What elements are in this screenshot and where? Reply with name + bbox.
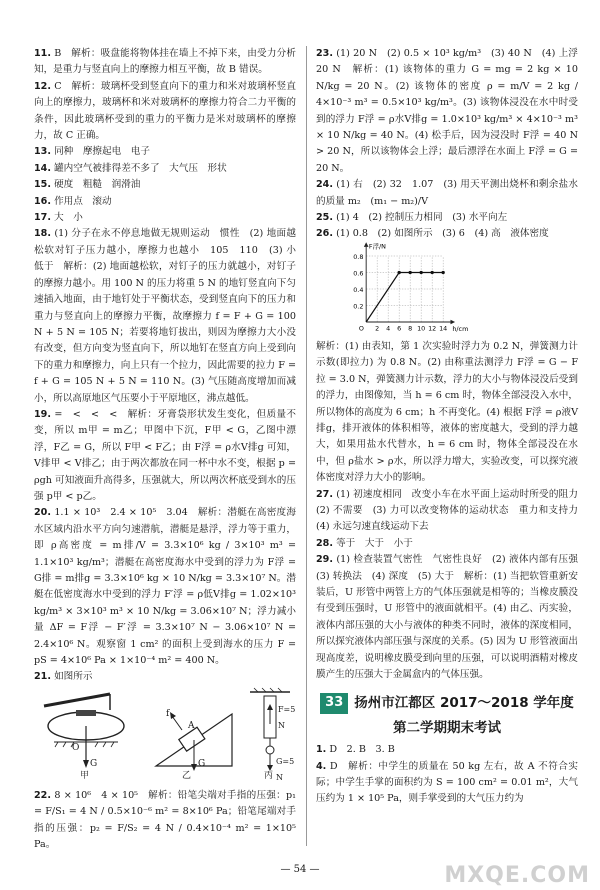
right-column — [316, 46, 588, 808]
answer-26-analysis: 解析：(1) 由表知，第 1 次实验时浮力为 0.2 N，弹簧测力计示数(即拉力) 为 0.8 N。(2) 由称重法测浮力 F浮 = G − F拉 = 3.0 N，弹簧测力计示数，浮力的大小与物体浸没后受到的浮力，由图像知，当 h = 6 cm 时，物体全部浸没入水中，所以物体的高度为 6 cm；h 不再变化。(4) 根据 F浮 = ρ液V排g，排开液体的体积相等，液体的密度越大，受到的浮力越大，如果用盐水代替水，h = 6 cm 时，物体全部浸没在水中，但 ρ盐水 > ρ水，所以浮力增大，实验改变，可以探究液体密度对浮力大小的影响。 — [316, 340, 578, 484]
answer-19: 19. = < < < 解析：牙膏袋形状发生变化，但质量不变，所以 m甲 = m乙；甲图中下沉，F甲 < G，乙图中漂浮，F乙 = G，所以 F甲 < F乙；由 F浮 = ρ水V排g 可知，V排甲 < V排乙；由于两次都放在同一杯中水不变，根据 p = ρgh 可知液面升高得多，压强就大，所以两次杯底受到水的压强 p甲 < p乙。 — [34, 408, 296, 502]
answer-29: 29. (1) 检查装置气密性 气密性良好 (2) 液体内部有压强 (3) 转换法 (4) 深度 (5) 大于 解析：(1) 当把软管重新安装后，U 形管中两管上方的气体压强就是相等的；当橡皮膜没有受到压强时，U 形管中的液面就相平。(4) 由乙、丙实验，液体内部压强的大小与液体的种类不同时，液体的深度相同，所以探究液体内部压强与深度的关系。(5) 因为 U 形管液面出现高度差，说明橡皮膜受到向里的压强，可以说明酒精对橡皮膜产生的压强大于金属盒内的气体压强。 — [316, 554, 588, 680]
diagram-bing — [244, 688, 298, 783]
section-title-line1: 扬州市江都区 2017～2018 学年度 — [354, 695, 574, 712]
label-A: A — [188, 720, 195, 731]
label-yi: 乙 — [182, 770, 192, 781]
x-axis-arrow — [451, 320, 456, 325]
answer-12: 12. C 解析：玻璃杯受到竖直向下的重力和米对玻璃杯竖直向上的摩擦力，玻璃杯和米对玻璃杯的摩擦力符合二力平衡的条件，因此玻璃杯受到的重力的平衡力是米对玻璃杯的摩擦力，故 C 正确。 — [34, 80, 296, 142]
answer-22: 22. 8 × 10⁶ 4 × 10⁵ 解析：铅笔尖端对手指的压强：p₁ = F/S₁ = 4 N / 0.5×10⁻⁶ m² = 8×10⁶ Pa；铅笔尾端对手指的压强：p₂ = F/S₂ = 4 N / 0.4×10⁻⁴ m² = 1×10⁵ Pa。 — [34, 789, 296, 851]
answer-27: 27. (1) 初速度相同 改变小车在水平面上运动时所受的阻力 (2) 不需要 (3) 力可以改变物体的运动状态 重力和支持力 (4) 永远匀速直线运动下去 — [316, 488, 588, 533]
page-number: — 54 — — [280, 864, 320, 875]
x-axis-label: h/cm — [452, 325, 469, 334]
graph-svg — [346, 242, 469, 335]
diagram-jia — [36, 688, 136, 780]
answer-14: 14. 罐内空气被排得差不多了 大气压 形状 — [34, 162, 227, 174]
label-f: f — [166, 708, 170, 719]
y-tick-label: 0.2 — [353, 302, 364, 311]
label-G-yi: G — [198, 758, 206, 769]
y-tick-label: 0.6 — [353, 269, 364, 278]
answer-20: 20. 1.1 × 10³ 2.4 × 10⁵ 3.04 解析：潜艇在高密度海水区域内沿水平方向匀速潜航，潜艇是悬浮，浮力等于重力，即 ρ高密度 = m排/V = 3.3×10⁶ kg / 3×10³ m³ = 1.1×10³ kg/m³；潜艇在高密度海水中受到的浮力为 F浮 = G排 = m排g = 3.3×10⁶ kg × 10 N/kg = 3.3×10⁷ N。潜艇在低密度海水中受到的浮力 F′浮 = ρ低V排g = 1.02×10³ kg/m³ × 3×10³ m³ × 10 N/kg = 3.06×10⁷ N；浮力减小量 ΔF = F浮 − F′浮 = 3.3×10⁷ N − 3.06×10⁷ N = 2.4×10⁶ N。观察窗 1 cm² 的面积上受到海水的压力 F = pS = 4×10⁶ Pa × 1×10⁻⁴ m² = 400 N。 — [34, 507, 296, 667]
x-tick-label: 14 — [439, 324, 448, 333]
answer-24: 24. (1) 右 (2) 32 1.07 (3) 用天平测出烧杯和剩余盐水的质量 m₂ (m₁ − m₂)/V — [316, 179, 578, 207]
answer-25: 25. (1) 4 (2) 控制压力相同 (3) 水平向左 — [316, 212, 508, 224]
left-column — [34, 46, 306, 853]
answer-21: 21. 如图所示 — [34, 671, 93, 683]
answer-15: 15. 硬度 粗糙 润滑油 — [34, 179, 141, 191]
answer-26: 26. (1) 0.8 (2) 如图所示 (3) 6 (4) 高 液体密度 — [316, 228, 549, 240]
x-tick-label: 10 — [417, 324, 426, 333]
label-F5: F=5 N — [278, 704, 296, 731]
data-point — [442, 271, 445, 274]
answer-16: 16. 作用点 滚动 — [34, 195, 112, 207]
label-G-jia: G — [90, 758, 98, 769]
answer-23: 23. (1) 20 N (2) 0.5 × 10³ kg/m³ (3) 40 N (4) 上浮 20 N 解析：(1) 该物体的重力 G = mg = 2 kg × 10 N/kg = 20 N。(2) 该物体的密度 ρ = m/V = 2 kg / 4×10⁻³ m³ = 0.5×10³ kg/m³。(3) 该物体浸没在水中时受到的浮力 F浮 = ρ水V排g = 1.0×10³ kg/m³ × 4×10⁻³ m³ × 10 N/kg = 40 N。(4) 松手后，因为浸没时 F浮 = 40 N > 20 N，所以该物体会上浮；最后漂浮在水面上 F浮 = G = 20 N。 — [316, 48, 588, 174]
y-axis-arrow — [364, 242, 369, 247]
answer-18: 18. (1) 分子在永不停息地做无规则运动 惯性 (2) 地面越松软对钉子压力越小，摩擦力也越小 105 110 (3) 小 低于 解析：(2) 地面越松软，对钉子的压力就越小，对钉子的摩擦力越小。用 100 N 的压力将重 5 N 的地钉竖直向下匀速插入地面，由于地钉处于平衡状态，受到竖直向下的压力和重力与竖直向上的摩擦力平衡，故摩擦力 f = F + G = 100 N + 5 N = 105 N；若要将地钉拔出，则因为摩擦力大小没有改变，但方向变为竖直向下，所以地钉在竖直方向上受到向下的重力和摩擦力，向上只有一个拉力，因此需要的拉力 F = f + G = 105 N + 5 N = 110 N。(3) 气压随高度增加而减小，所以高原地区气压要小于平原地区，沸点越低。 — [34, 228, 306, 404]
buoyancy-graph — [346, 243, 578, 339]
y-axis-label: F浮/N — [368, 242, 386, 251]
x-tick-label: 12 — [428, 324, 437, 333]
section-header-33 — [316, 693, 578, 736]
force-diagrams — [34, 688, 296, 784]
answer-13: 13. 同种 摩擦起电 电子 — [34, 146, 150, 158]
label-G5: G=5 N — [276, 756, 295, 783]
answer-17: 17. 大 小 — [34, 212, 83, 224]
answer-b1: 1. D 2. B 3. B — [316, 744, 395, 756]
section-title-line2: 第二学期期末考试 — [393, 719, 501, 736]
watermark-logo: MXQE.COM — [444, 862, 590, 888]
x-tick-label: 4 — [386, 324, 391, 333]
label-jia: 甲 — [80, 770, 90, 781]
y-tick-label: 0.8 — [353, 252, 364, 261]
section-badge: 33 — [320, 693, 348, 713]
origin-label: O — [358, 324, 364, 333]
x-tick-label: 8 — [408, 324, 413, 333]
data-point — [431, 271, 434, 274]
data-point — [398, 271, 401, 274]
data-point — [420, 271, 423, 274]
label-bing: 丙 — [264, 770, 274, 781]
answer-b4: 4. D 解析：中学生的质量在 50 kg 左右，故 A 不符合实际；中学生手掌的面积约为 S = 100 cm² = 0.01 m²，大气压约为 1 × 10⁵ Pa，则手掌受到的大气压力约为 — [316, 760, 578, 805]
y-tick-label: 0.4 — [353, 285, 364, 294]
data-point — [409, 271, 412, 274]
x-tick-label: 6 — [397, 324, 402, 333]
answer-11: 11. B 解析：吸盘能将物体挂在墙上不掉下来，由受力分析知，是重力与竖直向上的摩擦力相互平衡，故 B 错误。 — [34, 48, 296, 76]
answer-28: 28. 等于 大于 小于 — [316, 537, 413, 549]
label-O: O — [72, 742, 80, 753]
x-tick-label: 2 — [375, 324, 380, 333]
column-divider — [306, 46, 307, 846]
diagram-yi — [152, 688, 236, 780]
series-line — [366, 272, 443, 322]
